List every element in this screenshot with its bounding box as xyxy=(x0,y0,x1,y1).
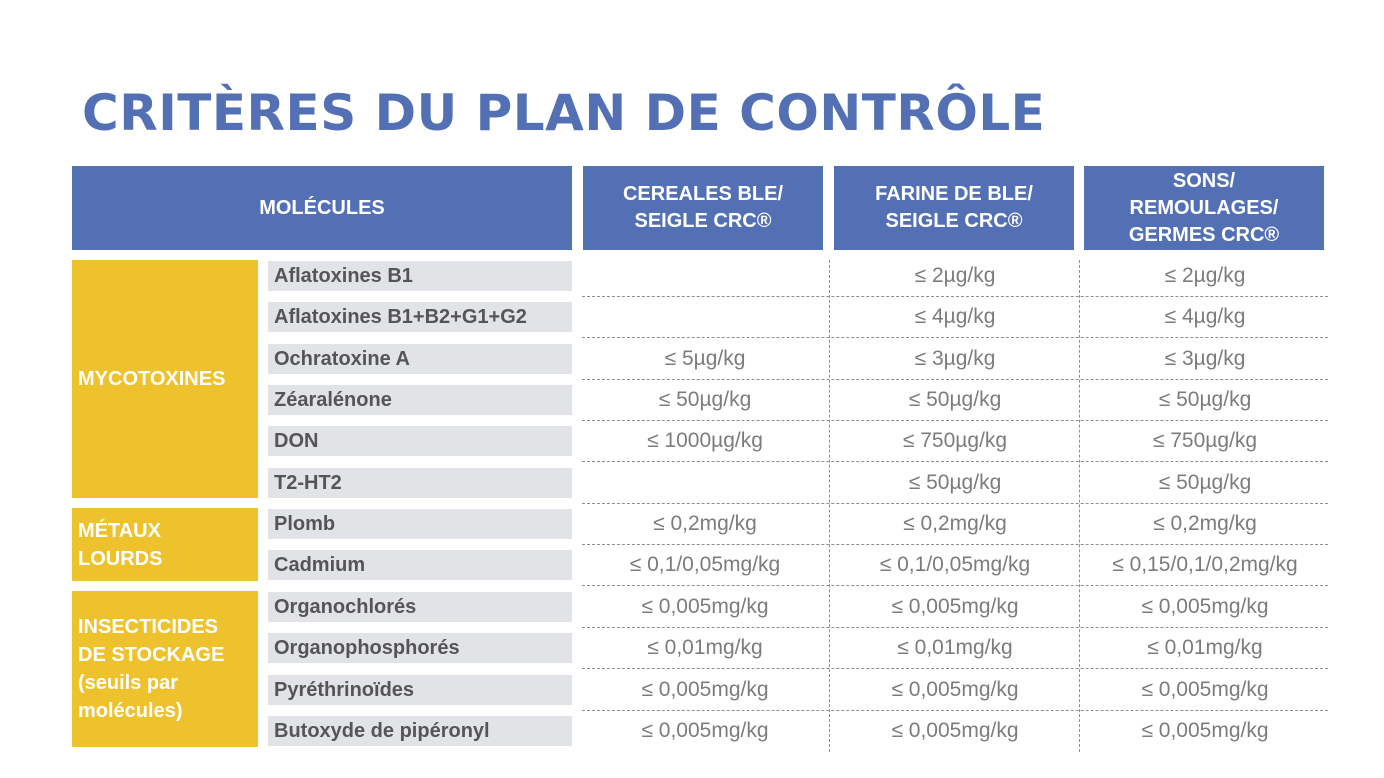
row-divider xyxy=(582,668,1328,669)
value-cell: ≤ 4µg/kg xyxy=(1164,305,1246,328)
value-cell: ≤ 0,1/0,05mg/kg xyxy=(879,553,1031,576)
molecule-label: Organochlorés xyxy=(268,592,572,622)
value-cell xyxy=(582,261,828,291)
row-divider xyxy=(582,544,1328,545)
molecule-label: Zéaralénone xyxy=(268,385,572,415)
value-cell: ≤ 0,005mg/kg xyxy=(1141,719,1269,742)
value-cell: ≤ 2µg/kg xyxy=(1164,264,1246,287)
molecule-label: Plomb xyxy=(268,509,572,539)
value-cell xyxy=(582,302,828,332)
row-divider xyxy=(582,710,1328,711)
value-cell: ≤ 0,2mg/kg xyxy=(1153,512,1257,535)
value-cell: ≤ 0,01mg/kg xyxy=(647,636,763,659)
value-cell: ≤ 0,1/0,05mg/kg xyxy=(629,553,781,576)
value-cell: ≤ 0,005mg/kg xyxy=(1141,678,1269,701)
row-divider xyxy=(582,627,1328,628)
header-farine: FARINE DE BLE/ SEIGLE CRC® xyxy=(834,166,1074,250)
value-cell: ≤ 0,2mg/kg xyxy=(653,512,757,535)
value-cell: ≤ 0,005mg/kg xyxy=(891,719,1019,742)
row-divider xyxy=(582,420,1328,421)
row-divider xyxy=(582,379,1328,380)
value-cell: ≤ 4µg/kg xyxy=(914,305,996,328)
column-divider xyxy=(1079,260,1080,752)
category-insecticides: INSECTICIDES DE STOCKAGE (seuils par molécules) xyxy=(72,591,258,747)
molecule-label: Cadmium xyxy=(268,550,572,580)
value-cell: ≤ 2µg/kg xyxy=(914,264,996,287)
value-cell: ≤ 0,01mg/kg xyxy=(1147,636,1263,659)
value-cell: ≤ 5µg/kg xyxy=(664,347,746,370)
molecule-label: Aflatoxines B1+B2+G1+G2 xyxy=(268,302,572,332)
value-cell: ≤ 750µg/kg xyxy=(1152,429,1258,452)
value-cell: ≤ 0,005mg/kg xyxy=(891,595,1019,618)
value-cell: ≤ 50µg/kg xyxy=(908,471,1002,494)
molecule-label: Ochratoxine A xyxy=(268,344,572,374)
value-cell: ≤ 3µg/kg xyxy=(1164,347,1246,370)
value-cell: ≤ 0,15/0,1/0,2mg/kg xyxy=(1112,553,1298,576)
header-sons: SONS/ REMOULAGES/ GERMES CRC® xyxy=(1084,166,1324,250)
row-divider xyxy=(582,337,1328,338)
value-cell: ≤ 0,005mg/kg xyxy=(1141,595,1269,618)
category-metaux-lourds: MÉTAUX LOURDS xyxy=(72,508,258,581)
molecule-label: Organophosphorés xyxy=(268,633,572,663)
row-divider xyxy=(582,503,1328,504)
molecule-label: Butoxyde de pipéronyl xyxy=(268,716,572,746)
molecule-label: T2-HT2 xyxy=(268,468,572,498)
value-cell: ≤ 0,005mg/kg xyxy=(641,678,769,701)
molecule-label: Aflatoxines B1 xyxy=(268,261,572,291)
value-cell: ≤ 1000µg/kg xyxy=(647,429,763,452)
value-cell: ≤ 3µg/kg xyxy=(914,347,996,370)
value-cell: ≤ 0,01mg/kg xyxy=(897,636,1013,659)
column-divider xyxy=(829,260,830,752)
value-cell: ≤ 50µg/kg xyxy=(1158,388,1252,411)
value-cell: ≤ 50µg/kg xyxy=(1158,471,1252,494)
molecule-label: Pyréthrinoïdes xyxy=(268,675,572,705)
value-cell: ≤ 50µg/kg xyxy=(658,388,752,411)
value-cell: ≤ 0,2mg/kg xyxy=(903,512,1007,535)
row-divider xyxy=(582,585,1328,586)
category-mycotoxines: MYCOTOXINES xyxy=(72,260,258,498)
row-divider xyxy=(582,296,1328,297)
value-cell: ≤ 0,005mg/kg xyxy=(641,595,769,618)
header-cereales: CEREALES BLE/ SEIGLE CRC® xyxy=(583,166,823,250)
row-divider xyxy=(582,461,1328,462)
page-title: CRITÈRES DU PLAN DE CONTRÔLE xyxy=(82,84,1046,142)
value-cell: ≤ 0,005mg/kg xyxy=(891,678,1019,701)
value-cell: ≤ 0,005mg/kg xyxy=(641,719,769,742)
value-cell: ≤ 50µg/kg xyxy=(908,388,1002,411)
value-cell xyxy=(582,468,828,498)
value-cell: ≤ 750µg/kg xyxy=(902,429,1008,452)
header-molecules: MOLÉCULES xyxy=(72,166,572,250)
molecule-label: DON xyxy=(268,426,572,456)
